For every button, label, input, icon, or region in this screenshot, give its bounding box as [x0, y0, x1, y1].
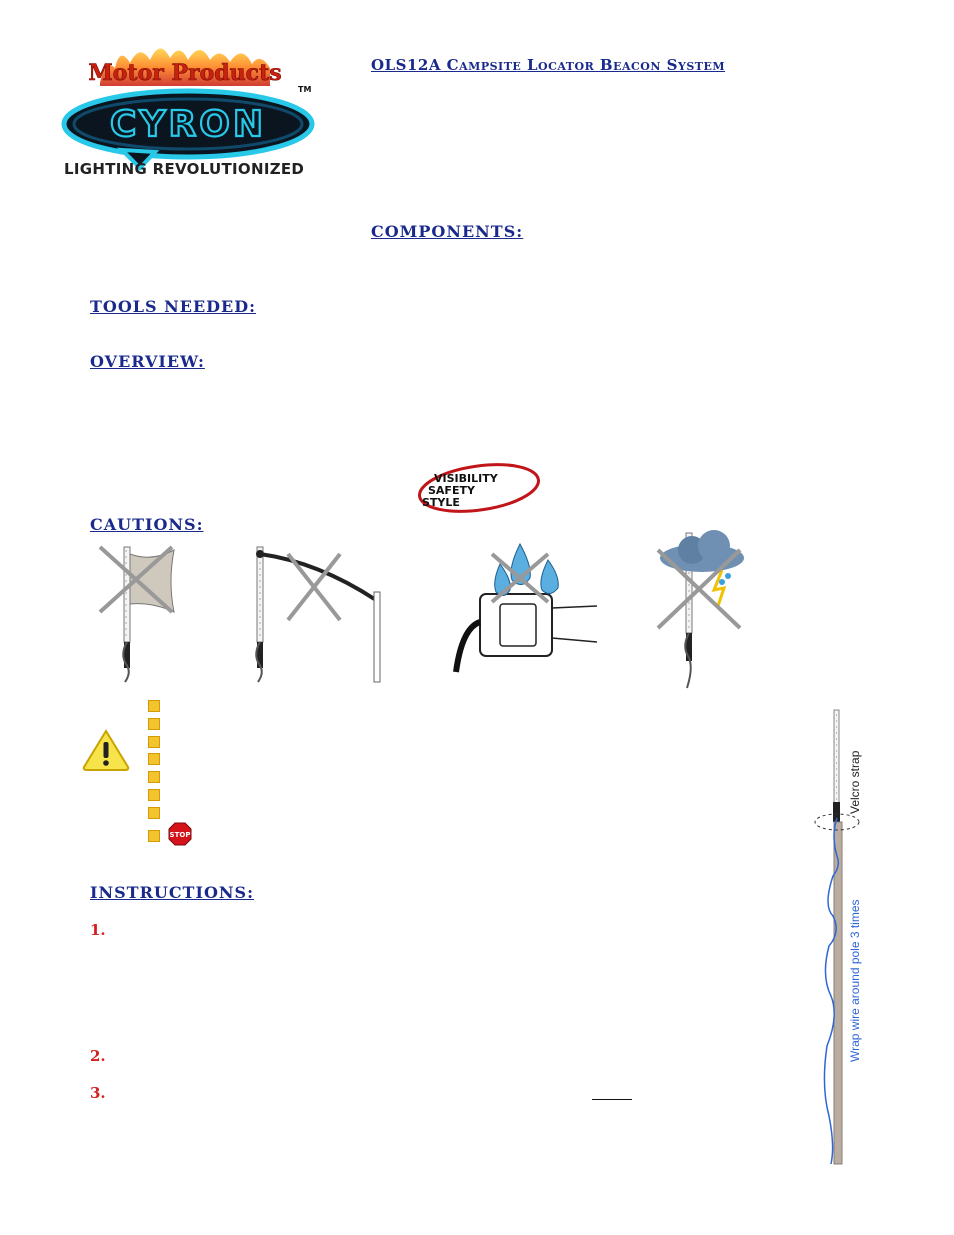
components-heading: COMPONENTS: — [371, 222, 524, 241]
logo-tagline: LIGHTING REVOLUTIONIZED — [64, 160, 305, 178]
badge-line1: VISIBILITY — [434, 472, 498, 485]
caution-no-tie-down-illustration — [248, 542, 388, 687]
step-2-number: 2. — [90, 1047, 106, 1065]
tools-heading: TOOLS NEEDED: — [90, 297, 257, 316]
company-logo — [60, 38, 320, 178]
caution-bullet-2 — [148, 718, 160, 730]
logo-top-text: Motor Products — [88, 60, 282, 86]
instructions-heading: INSTRUCTIONS: — [90, 883, 254, 902]
caution-keep-dry-illustration — [452, 542, 602, 677]
cautions-heading: CAUTIONS: — [90, 515, 204, 534]
velcro-strap-label: Velcro strap — [848, 750, 862, 814]
caution-bullet-5 — [148, 771, 160, 783]
badge-line2: SAFETY — [428, 484, 475, 497]
wrap-wire-label: Wrap wire around pole 3 times — [848, 899, 862, 1062]
step-3-underline — [592, 1099, 632, 1100]
caution-bullet-6 — [148, 789, 160, 801]
caution-bullet-8 — [148, 830, 160, 842]
caution-bullet-3 — [148, 736, 160, 748]
badge-line3: STYLE — [422, 496, 460, 509]
logo-tm: TM — [298, 85, 312, 94]
logo-graphic — [60, 38, 320, 178]
stop-sign-icon — [168, 822, 192, 846]
warning-icon — [82, 728, 130, 772]
logo-brand: CYRON — [110, 104, 266, 145]
stop-sign-text: STOP — [169, 831, 191, 839]
caution-no-flag-illustration — [92, 542, 187, 687]
overview-heading: OVERVIEW: — [90, 352, 205, 371]
document-title: OLS12A Campsite Locator Beacon System — [371, 56, 726, 74]
caution-bullet-7 — [148, 807, 160, 819]
caution-bullet-1 — [148, 700, 160, 712]
visibility-safety-style-badge — [414, 460, 544, 516]
pole-mounting-diagram — [805, 706, 875, 1168]
caution-no-storm-illustration — [652, 528, 752, 693]
step-1-number: 1. — [90, 921, 106, 939]
caution-bullet-4 — [148, 753, 160, 765]
step-3-number: 3. — [90, 1084, 106, 1102]
